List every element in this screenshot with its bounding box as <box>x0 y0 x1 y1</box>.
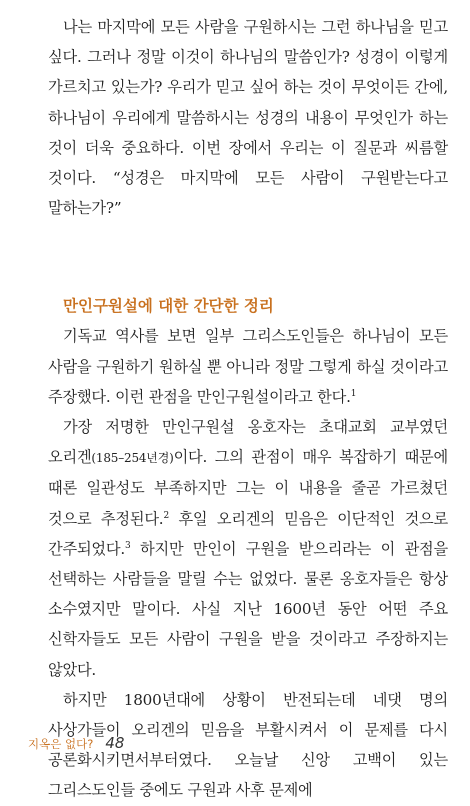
page-number: 48 <box>105 734 125 752</box>
paragraph-4: 하지만 1800년대에 상황이 반전되는데 네댓 명의 사상가들이 오리겐의 믿음을 부활시켜서 이 문제를 다시 공론화시키면서부터였다. 오늘날 신앙 고백이 있는 그리스도인들 중에도 구원과 사후 문제에 <box>48 690 448 800</box>
footnote-ref-2: 2 <box>163 510 169 521</box>
running-book-title: 지옥은 없다? <box>28 737 94 751</box>
section-heading: 만인구원설에 대한 간단한 정리 <box>63 297 274 316</box>
paragraph-3 <box>48 412 448 685</box>
paragraph-1: 나는 마지막에 모든 사람을 구원하시는 그런 하나님을 믿고 싶다. 그러나 정말 이것이 하나님의 말씀인가? 성경이 이렇게 가르치고 있는가? 우리가 믿고 싶어 하는 것이 무엇이든 간에, 하나님이 우리에게 말씀하시는 성경의 내용이 무엇인가 하는 것이 더욱 중요하다. 이번 장에서 우리는 이 질문과 씨름할 것이다. “성경은 마지막에 모든 사람이 구원받는다고 말하는가?” <box>48 18 448 218</box>
paragraph-3-text-d: 하지만 만인이 구원을 받으리라는 이 관점을 선택하는 사람들을 말릴 수는 없었다. 물론 옹호자들은 항상 소수였지만 말이다. 사실 지난 1600년 동안 어떤 주요 신학자들도 모든 사람이 구원을 받을 것이라고 주장하지는 않았다. <box>48 539 448 679</box>
origen-dates: (185–254년경) <box>91 451 174 466</box>
footnote-ref-3: 3 <box>124 540 131 551</box>
paragraph-3-text-a: 가장 저명한 만인구원설 옹호자는 초대교회 교부였던 오리겐 <box>48 418 448 467</box>
paragraph-2-text: 기독교 역사를 보면 일부 그리스도인들은 하나님이 모든 사람을 구원하기 원하실 뿐 아니라 정말 그렇게 하실 것이라고 주장했다. 이런 관점을 만인구원설이라고 한다. <box>48 327 448 406</box>
paragraph-3-text-c: 후일 오리겐의 믿음은 이단적인 것으로 간주되었다. <box>48 509 448 558</box>
footnote-ref-1: 1 <box>350 388 357 399</box>
page-footer <box>28 734 124 752</box>
paragraph-2 <box>48 321 448 412</box>
page-body <box>48 12 448 806</box>
paragraph-3-text-b: 이다. 그의 관점이 매우 복잡하기 때문에 때론 일관성도 부족하지만 그는 이 내용을 줄곧 가르쳤던 것으로 추정된다. <box>48 448 448 528</box>
